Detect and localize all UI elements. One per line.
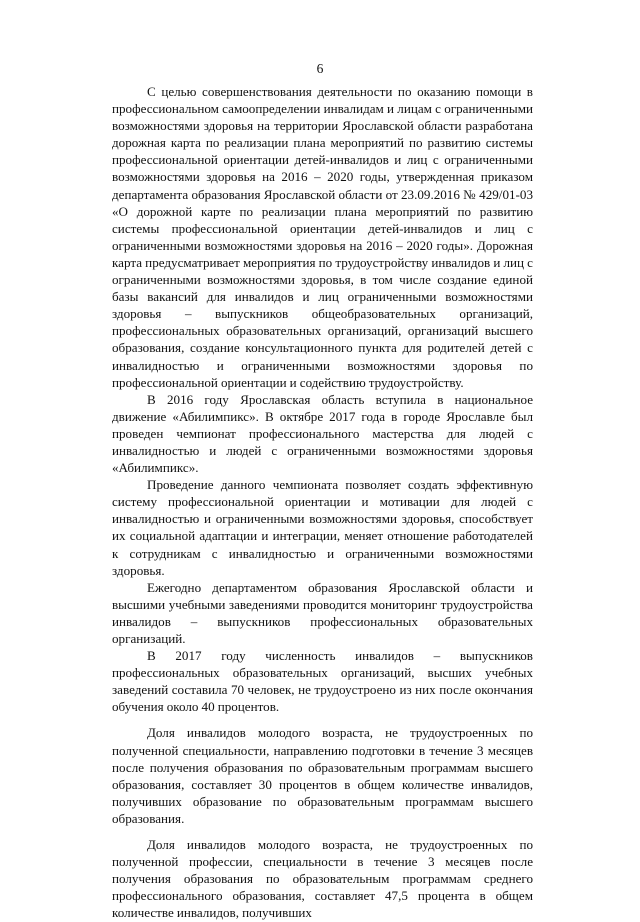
paragraph-graduates-2017: В 2017 году численность инвалидов – выпускников профессиональных образовательных организаций, высших учебных заведений составила 70 человек, не трудоустроено из них после окончания обучения около 40 процентов. [112, 648, 533, 715]
paragraph-roadmap: С целью совершенствования деятельности по оказанию помощи в профессиональном самоопределении инвалидам и лицам с ограниченными возможностями здоровья на территории Ярославской области разработана дорожная карта по реализации плана мероприятий по развитию системы профессиональной ориентации детей-инвалидов и лиц с ограниченными возможностями здоровья на 2016 – 2020 годы, утвержденная приказом департамента образования Ярославской области от 23.09.2016 № 429/01-03 «О дорожной карте по реализации плана мероприятий по развитию системы профессиональной ориентации детей-инвалидов и лиц с ограниченными возможностями здоровья на 2016 – 2020 годы». Дорожная карта предусматривает мероприятия по трудоустройству инвалидов и лиц с ограниченными возможностями здоровья, в том числе создание единой базы вакансий для инвалидов и лиц ограниченными возможностями здоровья – выпускников общеобразовательных организаций, профессиональных образовательных организаций, организаций высшего образования, создание консультационного пункта для родителей детей с инвалидностью и ограниченными возможностями здоровья по профессиональной ориентации и содействию трудоустройству. [112, 84, 533, 390]
paragraph-employment-monitoring: Ежегодно департаментом образования Ярославской области и высшими учебными заведениями проводится мониторинг трудоустройства инвалидов – выпускников профессиональных образовательных организаций. [112, 579, 533, 646]
body-text [112, 83, 533, 922]
paragraph-abilympics-joining: В 2016 году Ярославская область вступила в национальное движение «Абилимпикс». В октябре 2017 года в городе Ярославле был проведен чемпионат профессионального мастерства для людей с инвалидностью и людей с ограниченными возможностями здоровья «Абилимпикс». [112, 391, 533, 476]
paragraph-championship-effect: Проведение данного чемпионата позволяет создать эффективную систему профессиональной ориентации и мотивации для людей с инвалидностью и ограниченными возможностями здоровья, способствует их социальной адаптации и интеграции, меняет отношение работодателей к сотрудникам с инвалидностью и ограниченными возможностями здоровья. [112, 477, 533, 578]
paragraph-secondary-vocational-share: Доля инвалидов молодого возраста, не трудоустроенных по полученной профессии, специальности в течение 3 месяцев после получения образования по образовательным программам среднего профессионального образования, составляет 47,5 процента в общем количестве инвалидов, получивших [112, 837, 533, 921]
page-number: 6 [316, 61, 324, 76]
paragraph-higher-education-share: Доля инвалидов молодого возраста, не трудоустроенных по полученной специальности, направлению подготовки в течение 3 месяцев после получения образования по образовательным программам высшего образования, составляет 30 процентов в общем количестве инвалидов, получивших образование по образовательным программам высшего образования. [112, 725, 533, 826]
